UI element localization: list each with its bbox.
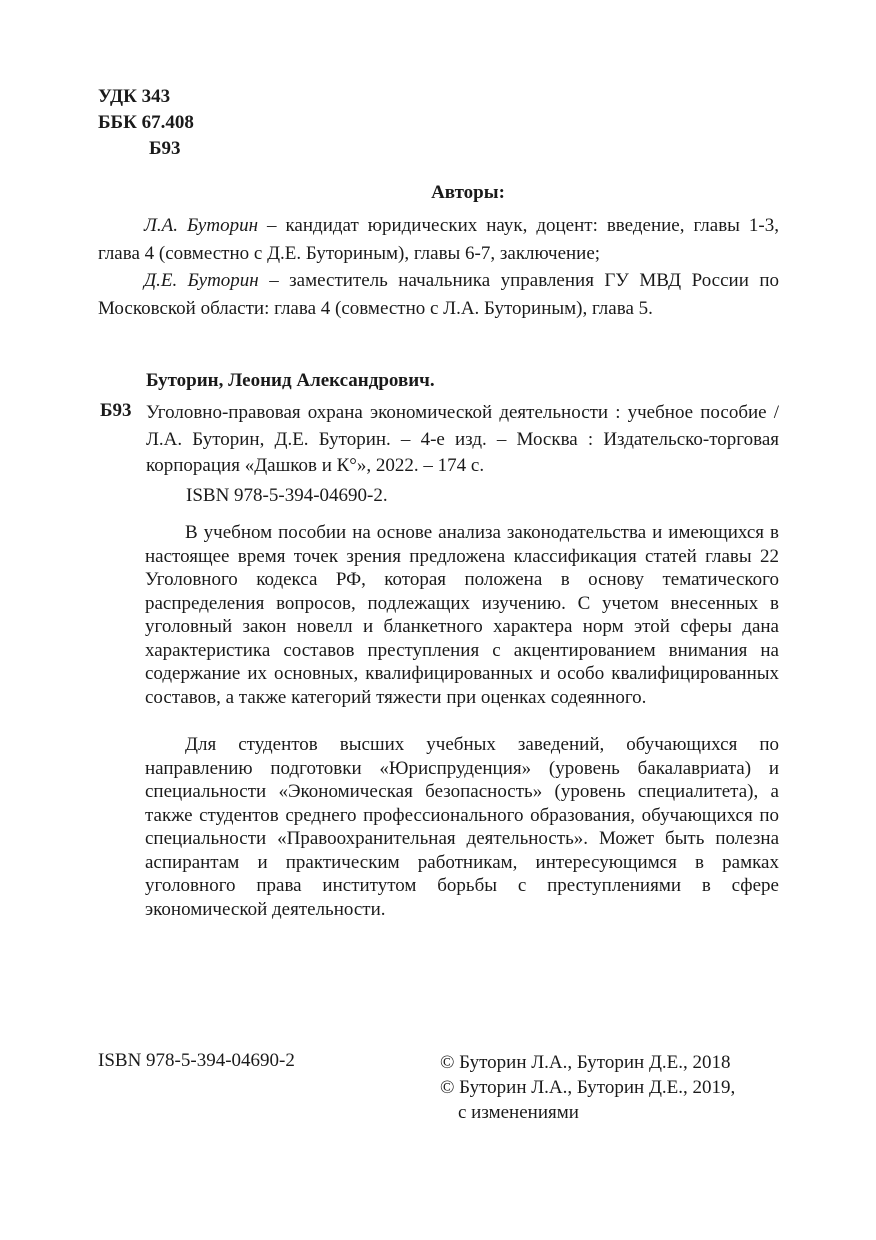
- author-mark: Б93: [149, 138, 181, 159]
- author-name-1: Л.А. Буторин: [144, 215, 259, 236]
- classification-block: [98, 84, 194, 162]
- bbk-code: ББК 67.408: [98, 112, 194, 133]
- udk-code: УДК 343: [98, 86, 171, 107]
- copyright-block: [440, 1050, 735, 1125]
- bib-isbn: ISBN 978-5-394-04690-2.: [186, 485, 388, 506]
- author-role-1: – кандидат юридических наук, доцент: введение, главы 1-3, глава 4 (совместно с Д.Е. Буториным), главы 6-7, заключение;: [98, 215, 779, 264]
- copyright-line-2: © Буторин Л.А., Буторин Д.Е., 2019,: [440, 1077, 736, 1098]
- authors-heading: Авторы:: [431, 182, 505, 203]
- author-entry-1: [98, 212, 779, 267]
- annotation-paragraph-1: В учебном пособии на основе анализа законодательства и имеющихся в настоящее время точек зрения предложена классификация статей главы 22 Уголовного кодекса РФ, которая положена в основу тематического распределения вопросов, подлежащих изучению. С учетом внесенных в уголовный закон новелл и бланкетного характера норм этой сферы дана характеристика составов преступления с акцентированием внимания на содержание их основных, квалифицированных и особо квалифицированных составов, а также категорий тяжести при оценках содеянного.: [145, 522, 779, 708]
- bib-description: Уголовно-правовая охрана экономической деятельности : учебное пособие / Л.А. Буторин, Д.Е. Буторин. – 4-е изд. – Москва : Издательско-торговая корпорация «Дашков и К°», 2022. – 174 с.: [146, 402, 779, 476]
- annotation-paragraph-2: Для студентов высших учебных заведений, обучающихся по направлению подготовки «Юриспруденция» (уровень бакалавриата) и специальности «Экономическая безопасность» (уровень специалитета), а также студентов среднего профессионального образования, обучающихся по специальности «Правоохранительная деятельность». Может быть полезна аспирантам и практическим работникам, интересующимся в рамках уголовного права институтом борьбы с преступлениями в сфере экономической деятельности.: [145, 734, 779, 920]
- footer-isbn: ISBN 978-5-394-04690-2: [98, 1050, 295, 1071]
- copyright-note: с изменениями: [458, 1102, 579, 1123]
- author-name-2: Д.Е. Буторин: [144, 270, 259, 291]
- bib-code: Б93: [100, 400, 132, 421]
- author-entry-2: [98, 267, 779, 322]
- bib-author-heading: Буторин, Леонид Александрович.: [146, 370, 435, 391]
- copyright-line-1: © Буторин Л.А., Буторин Д.Е., 2018: [440, 1052, 731, 1073]
- author-role-2: – заместитель начальника управления ГУ МВД России по Московской области: глава 4 (совместно с Л.А. Буториным), глава 5.: [98, 270, 780, 319]
